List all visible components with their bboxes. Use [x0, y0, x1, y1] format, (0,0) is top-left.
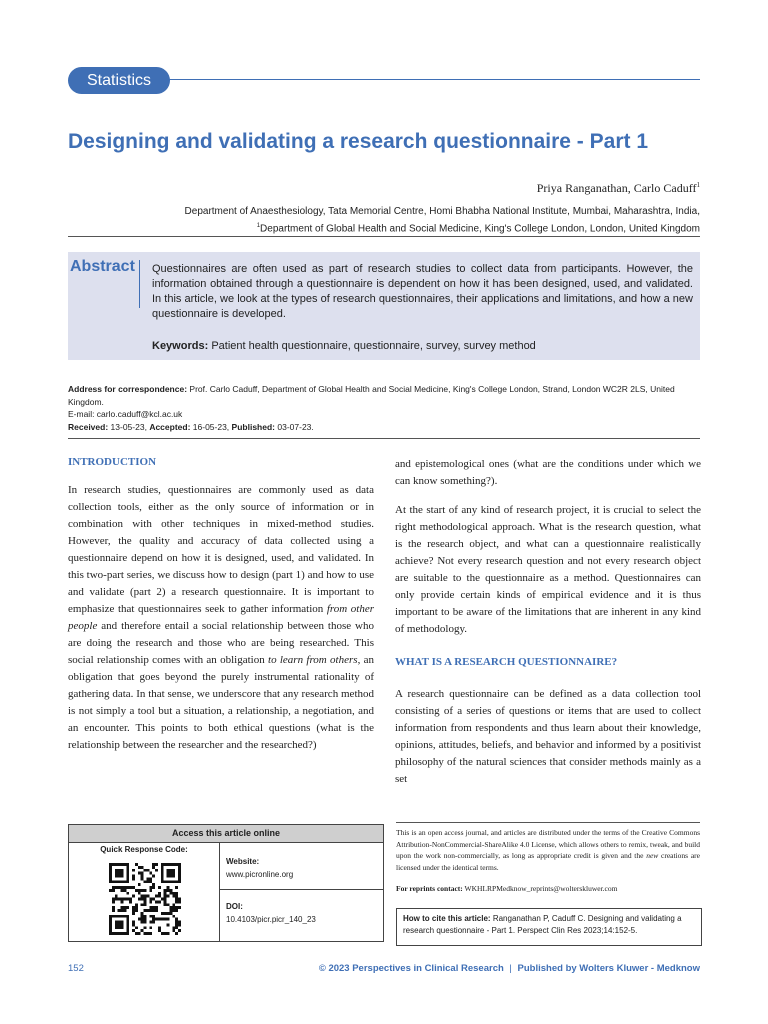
- license-text-2: creations are licensed under the identical terms.: [396, 851, 700, 872]
- how-to-cite-box: [396, 908, 702, 946]
- questionnaire-heading: WHAT IS A RESEARCH QUESTIONNAIRE?: [395, 656, 618, 668]
- website-cell: [220, 843, 383, 890]
- footer-publisher: Published by Wolters Kluwer - Medknow: [517, 963, 700, 974]
- intro-text-1: In research studies, questionnaires are commonly used as data collection tools, either as the only source of information or in combination with other techniques in mixed-method studies. However, the quality and accuracy of data collected using a questionnaire depend on how it is designed, used, and validated. In this two-part series, we discuss how to design (part 1) and how to use and validate (part 2) a research questionnaire. It is important to emphasize that questionnaires seek to gather information: [68, 484, 374, 615]
- reprints-email[interactable]: WKHLRPMedknow_reprints@wolterskluwer.com: [464, 884, 618, 893]
- author-sup: 1: [696, 181, 700, 189]
- license-emphasis: new: [646, 851, 659, 860]
- qr-panel: [69, 843, 220, 941]
- footer-copyright: © 2023 Perspectives in Clinical Research: [318, 963, 504, 974]
- article-title: Designing and validating a research questionnaire - Part 1: [68, 130, 648, 153]
- accepted-label: Accepted:: [149, 421, 191, 432]
- affiliation-2-sup: 1: [256, 223, 261, 229]
- website-label: Website:: [226, 857, 260, 866]
- footer-separator: |: [509, 963, 512, 974]
- address-text: Prof. Carlo Caduff, Department of Global Health and Social Medicine, King's College London, Strand, London WC2R 2LS, United Kingdom.: [68, 384, 675, 407]
- introduction-paragraph: [68, 482, 374, 754]
- affiliation-1: Department of Anaesthesiology, Tata Memorial Centre, Homi Bhabha National Institute, Mumbai, Maharashtra, India,: [184, 206, 700, 217]
- intro-text-3: , an obligation that goes beyond the purely instrumental rationality of gathering data. In that sense, we underscore that any research method is not simply a tool but a situation, a relationship, a negotiation, and an encounter. This points to both ethical questions (what is the relationship between the researcher and the researched?): [68, 654, 374, 751]
- author-list: [537, 181, 700, 196]
- keywords-text: Patient health questionnaire, questionnaire, survey, survey method: [211, 340, 536, 352]
- notice-divider: [396, 822, 700, 823]
- header-divider: [68, 236, 700, 237]
- accepted-date: 16-05-23,: [192, 421, 230, 432]
- right-column: [395, 456, 701, 788]
- published-date: 03-07-23.: [277, 421, 314, 432]
- keywords-label: Keywords:: [152, 340, 209, 352]
- continued-paragraph: and epistemological ones (what are the conditions under which we can know something?).: [395, 458, 701, 487]
- published-label: Published:: [231, 421, 275, 432]
- cite-label: How to cite this article:: [403, 914, 491, 923]
- website-link[interactable]: www.picronline.org: [226, 870, 294, 879]
- doi-cell: [220, 890, 383, 924]
- received-date: 13-05-23,: [110, 421, 147, 432]
- left-column: [68, 456, 374, 754]
- authors-text: Priya Ranganathan, Carlo Caduff: [536, 181, 697, 195]
- introduction-heading: INTRODUCTION: [68, 456, 157, 468]
- qr-label: Quick Response Code:: [100, 845, 188, 854]
- open-access-notice: [396, 827, 700, 895]
- definition-paragraph: A research questionnaire can be defined as a data collection tool consisting of a series of questions or items that are used to collect information from respondents and thus learn about their knowledge, opinions, attitudes, beliefs, and behavior and informed by a positivist philosophy of the natural sciences that consider methods mainly as a set: [395, 688, 701, 785]
- access-online-box: [68, 824, 384, 942]
- body-divider: [68, 438, 700, 439]
- doi-label: DOI:: [226, 902, 243, 911]
- reprints-label: For reprints contact:: [396, 884, 463, 893]
- abstract-text: Questionnaires are often used as part of research studies to collect data from participants. However, the information obtained through a questionnaire is dependent on how it has been designed, used, and validated. In this article, we look at the types of research questionnaires, their applications and limitations, and how a new questionnaire is developed.: [152, 263, 693, 320]
- footer-credit: [319, 963, 700, 974]
- section-label: Statistics: [68, 67, 170, 94]
- dates-line: [68, 421, 700, 434]
- reprints-line: [396, 883, 700, 895]
- access-box-header: Access this article online: [69, 825, 383, 843]
- address-label: Address for correspondence:: [68, 384, 188, 394]
- license-text-1: This is an open access journal, and articles are distributed under the terms of the Creative Commons Attribution-NonCommercial-ShareAlike 4.0 License, which allows others to remix, tweak, and build upon the work non-commercially, as long as appropriate credit is given and the: [396, 828, 700, 860]
- affiliation-2: Department of Global Health and Social Medicine, King's College London, London, United Kingdom: [260, 223, 700, 235]
- abstract-label: Abstract: [70, 258, 135, 275]
- affiliations: [140, 204, 700, 236]
- keywords: [152, 340, 536, 352]
- methods-paragraph: At the start of any kind of research project, it is crucial to select the right methodological approach. What is the research question, what is the research object, and what can a questionnaire realistically achieve? Not every research question and not every research object are suitable to the questionnaire as a method. Questionnaires can only provide certain kinds of empirical evidence and it is thus important to be aware of the limitations that are inherent in any kind of methodology.: [395, 504, 701, 635]
- cite-text: [397, 909, 701, 941]
- page-number: 152: [68, 963, 84, 974]
- section-rule: [150, 79, 700, 80]
- abstract-divider: [139, 260, 140, 308]
- correspondence-block: [68, 383, 700, 433]
- cite-body: Ranganathan P, Caduff C. Designing and validating a research questionnaire - Part 1. Perspect Clin Res 2023;14:152-5.: [403, 914, 682, 935]
- affiliation-2-line: [140, 219, 700, 236]
- intro-emphasis-2: to learn from others: [268, 654, 358, 666]
- qr-code-icon[interactable]: [109, 863, 181, 940]
- doi-link[interactable]: 10.4103/picr.picr_140_23: [226, 915, 316, 924]
- intro-text-2: and therefore entail a social relationship between those who are doing the research and those who are being researched. This social relationship comes with an obligation: [68, 620, 374, 666]
- intro-emphasis-1: from other people: [68, 603, 375, 632]
- link-panel: [220, 843, 383, 941]
- correspondence-email[interactable]: E-mail: carlo.caduff@kcl.ac.uk: [68, 409, 183, 419]
- correspondence-address: [68, 383, 700, 408]
- received-label: Received:: [68, 421, 109, 432]
